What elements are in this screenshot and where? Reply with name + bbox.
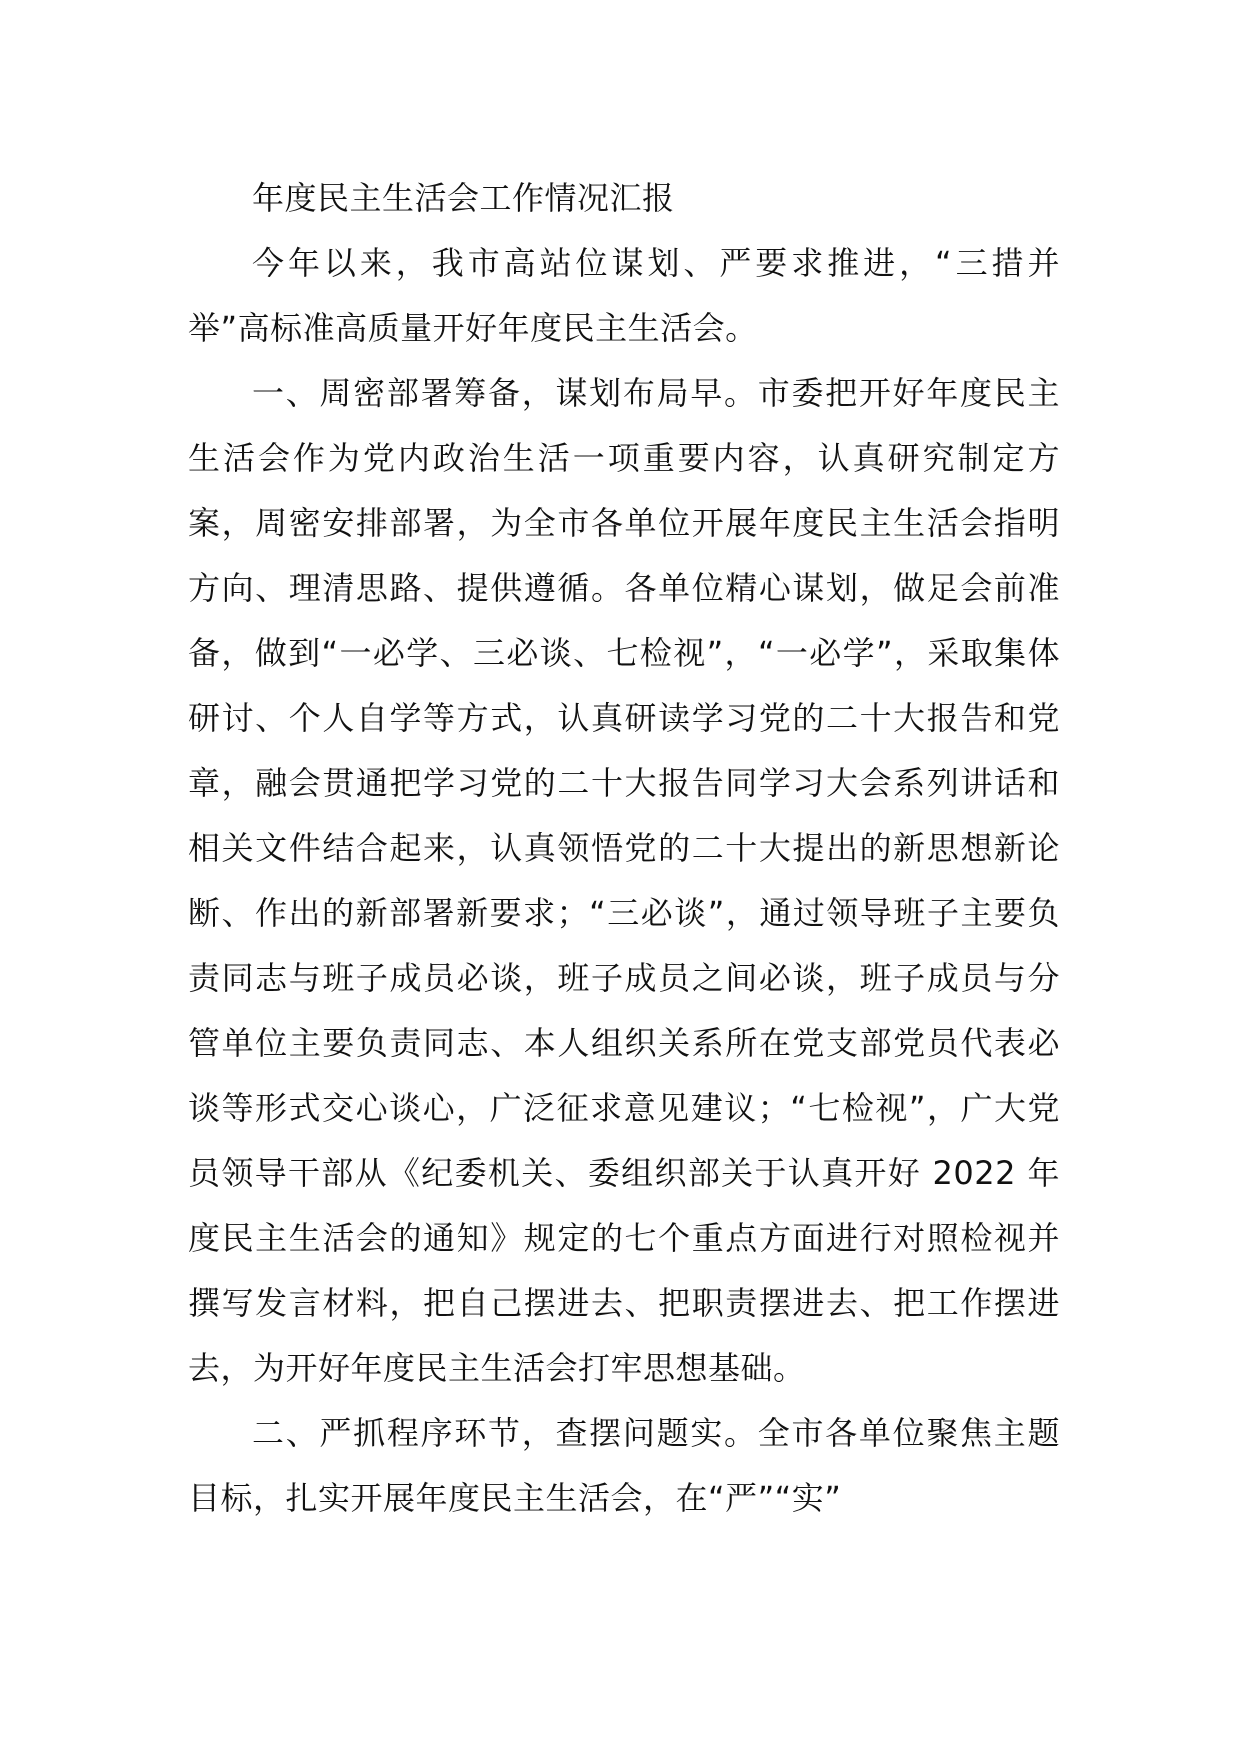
intro-paragraph: 今年以来，我市高站位谋划、严要求推进，“三措并举”高标准高质量开好年度民主生活会。 (188, 244, 1060, 347)
document-body (188, 166, 1060, 1531)
section-one-paragraph: 一、周密部署筹备，谋划布局早。市委把开好年度民主生活会作为党内政治生活一项重要内容，认真研究制定方案，周密安排部署，为全市各单位开展年度民主生活会指明方向、理清思路、提供遵循。各单位精心谋划，做足会前准备，做到“一必学、三必谈、七检视”，“一必学”，采取集体研讨、个人自学等方式，认真研读学习党的二十大报告和党章，融会贯通把学习党的二十大报告同学习大会系列讲话和相关文件结合起来，认真领悟党的二十大提出的新思想新论断、作出的新部署新要求；“三必谈”，通过领导班子主要负责同志与班子成员必谈，班子成员之间必谈，班子成员与分管单位主要负责同志、本人组织关系所在党支部党员代表必谈等形式交心谈心，广泛征求意见建议；“七检视”，广大党员领导干部从《纪委机关、委组织部关于认真开好 2022 年度民主生活会的通知》规定的七个重点方面进行对照检视并撰写发言材料，把自己摆进去、把职责摆进去、把工作摆进去，为开好年度民主生活会打牢思想基础。 (188, 374, 1060, 1387)
document-title: 年度民主生活会工作情况汇报 (252, 179, 675, 217)
section-two-paragraph: 二、严抓程序环节，查摆问题实。全市各单位聚焦主题目标，扎实开展年度民主生活会，在“严”“实” (188, 1414, 1060, 1517)
